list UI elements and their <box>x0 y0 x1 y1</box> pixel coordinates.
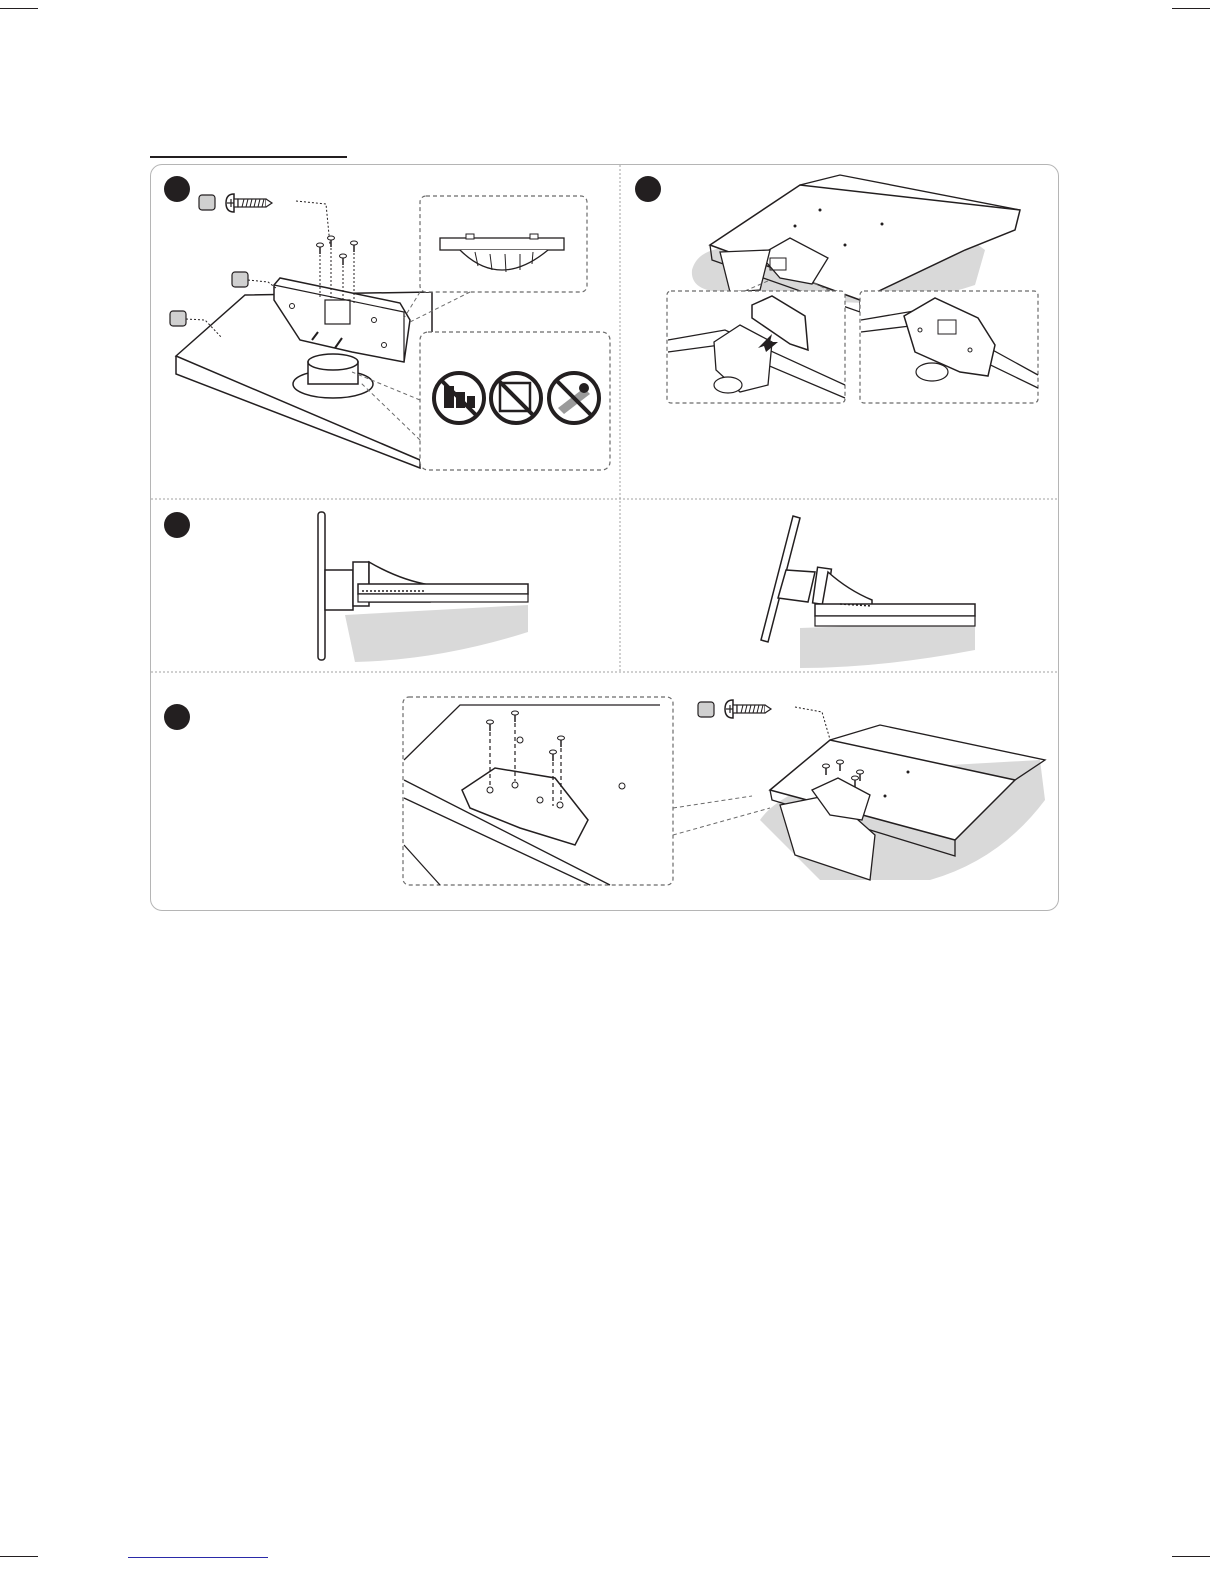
step-1-illustration <box>170 194 610 470</box>
step-4-badge <box>164 704 190 730</box>
part-label-icon <box>698 702 714 717</box>
part-label-icon <box>199 195 215 210</box>
step-1-badge <box>164 176 190 202</box>
no-spray-icon <box>549 373 599 423</box>
screw-icon <box>725 700 771 718</box>
step-2-badge <box>635 176 661 202</box>
step-3-badge <box>164 512 190 538</box>
part-label-icon <box>232 272 248 287</box>
screw-icon <box>226 194 272 212</box>
step-4-illustration <box>403 697 1045 885</box>
step-3-illustration <box>318 512 975 668</box>
no-cloth-icon <box>491 373 541 423</box>
no-chemicals-icon <box>434 373 484 423</box>
step-2-illustration <box>667 175 1038 403</box>
part-label-icon <box>170 311 186 326</box>
